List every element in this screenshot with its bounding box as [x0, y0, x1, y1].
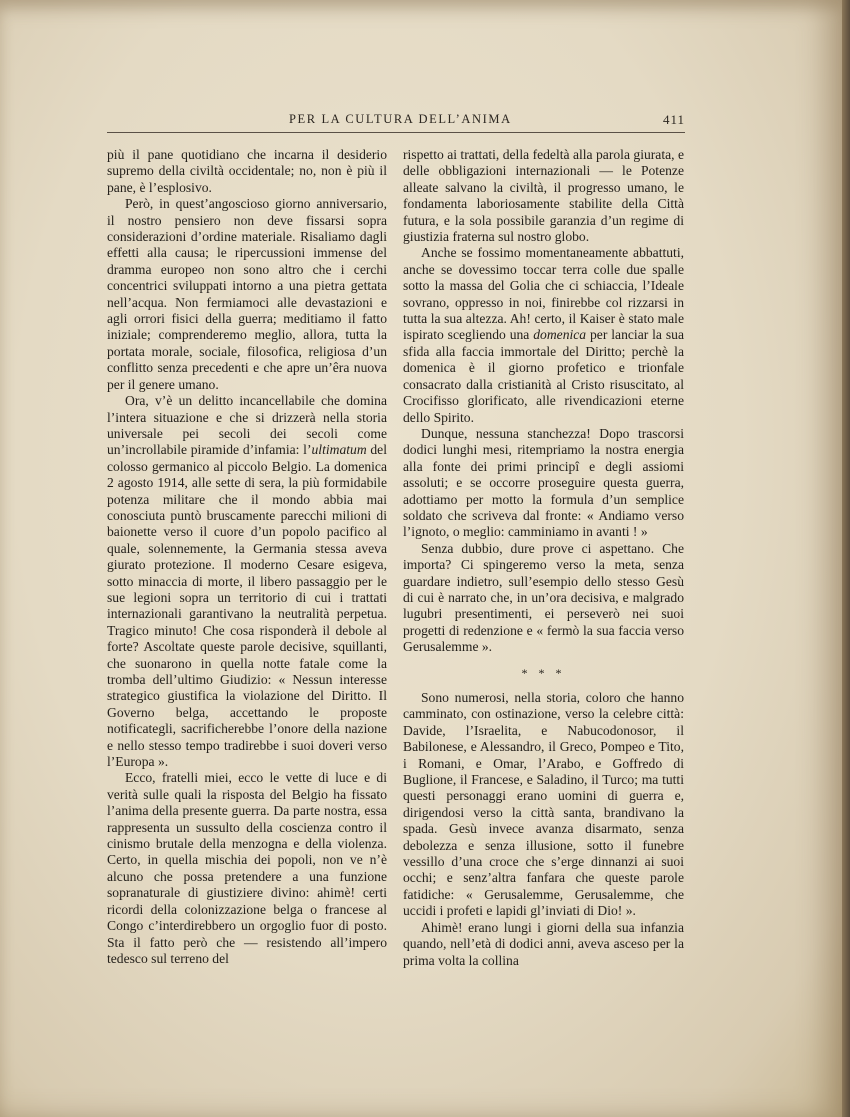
paragraph: Dunque, nessuna stanchezza! Dopo trascorsi dodici lunghi mesi, ritempriamo la nostra energia alla fonte dei primi principî e degli assiomi assoluti; e se occorre proseguire questa guerra, adottiamo per motto la formula d’un semplice soldato che scriveva dal fronte: « Andiamo verso l’ignoto, o meglio: camminiamo in avanti ! »	[403, 425, 684, 540]
paragraph-text: del colosso germanico al piccolo Belgio. La domenica 2 agosto 1914, alle sette di sera, la più formidabile potenza militare che il mondo abbia mai conosciuta puntò bruscamente parecchi milioni di baionette verso il cuore d’un popolo pacifico al quale, solennemente, la Germania stessa aveva giurato protezione. Il moderno Cesare esigeva, sotto minaccia di morte, il libero passaggio per le sue legioni sopra un territorio di cui i trattati internazionali garantivano la neutralità perpetua. Tragico minuto! Che cosa risponderà il debole al forte? Ascoltate queste parole decisive, squillanti, che suonarono in quella notte fatale come la tromba dell’ultimo Giudizio: « Nessun interesse strategico giustifica la violazione del Diritto. Il Governo belga, accettando le proposte notificategli, sacrificherebbe l’onore della nazione e nello stesso tempo tradirebbe i suoi doveri verso l’Europa ».	[107, 442, 387, 770]
paragraph	[107, 393, 387, 770]
page-edge	[842, 0, 850, 1117]
paragraph: Ahimè! erano lungi i giorni della sua infanzia quando, nell’età di dodici anni, aveva asceso per la prima volta la collina	[403, 919, 684, 968]
paragraph: rispetto ai trattati, della fedeltà alla parola giurata, e delle obbligazioni internazionali — le Potenze alleate salvano la civiltà, il progresso umano, le fondamenta laboriosamente stabilite della Città futura, e la sola possibile garanzia d’un regime di giustizia fraterna sul nostro globo.	[403, 147, 684, 245]
paragraph-text: Anche se fossimo momentaneamente abbattuti, anche se dovessimo toccar terra colle due spalle sotto la massa del Golia che ci schiaccia, l’Ideale sovrano, oppresso in noi, finirebbe col rizzarsi in tutta la sua altezza. Ah! certo, il Kaiser è stato male ispirato scegliendo una	[403, 245, 684, 343]
left-column	[107, 147, 387, 967]
paragraph: Sono numerosi, nella storia, coloro che hanno camminato, con ostinazione, verso la celebre città: Davide, l’Israelita, e Nabucodonosor, il Babilonese, e Alessandro, il Greco, Pompeo e Tito, i Romani, e Omar, l’Arabo, e Goffredo di Buglione, il Francese, e Saladino, il Turco; ma tutti questi personaggi erano uomini di guerra e, dirigendosi verso la città santa, brandivano la spada. Gesù invece avanza disarmato, senza debolezza e senza illusione, sotto il funebre vessillo d’una croce che s’erge dinnanzi ai suoi occhi; e senz’altra fanfara che queste parole fatidiche: « Gerusalemme, Gerusalemme, che uccidi i profeti e lapidi gl’inviati di Dio! ».	[403, 690, 684, 919]
italic-ultimatum: ultimatum	[311, 442, 367, 458]
paragraph: Ecco, fratelli miei, ecco le vette di luce e di verità sulle quali la risposta del Belgio ha fissato l’anima della presente guerra. Da parte nostra, essa rappresenta un sussulto della coscienza contro il cinismo brutale della menzogna e della violenza. Certo, in quella mischia dei popoli, non ve n’è alcuno che possa pretendere a una funzione sopranaturale di giustiziere divino: ahimè! certi ricordi della colonizzazione belga o francese al Congo c’interdirebbero un orgoglio fuor di posto. Sta il fatto però che — resistendo all’impero tedesco sul terreno del	[107, 770, 387, 966]
right-column	[403, 147, 684, 969]
running-head	[107, 112, 685, 132]
paragraph-text: Ora, v’è un delitto incancellabile che domina l’intera situazione e che si drizzerà nella storia universale pei secoli dei secoli come un’incrollabile piramide d’infamia: l’	[107, 393, 387, 458]
paragraph: più il pane quotidiano che incarna il desiderio supremo della civiltà occidentale; no, non è più il pane, è l’esplosivo.	[107, 147, 387, 195]
section-separator: * * *	[521, 665, 566, 680]
paragraph: Però, in quest’angoscioso giorno anniversario, il nostro pensiero non deve fissarsi sopra considerazioni d’ordine materiale. Risaliamo dagli effetti alla causa; le ripercussioni immense del dramma europeo non sono altro che i cerchi concentrici sviluppati intorno a una pietra gettata nell’acqua. Non fermiamoci alle devastazioni e agli orrori fisici della guerra; meditiamo il fatto iniziale; comprenderemo meglio, allora, tutta la portata morale, sociale, filosofica, religiosa d’un conflitto senza precedenti e che apre un’êra nuova per il genere umano.	[107, 196, 387, 392]
paragraph	[403, 245, 684, 425]
paragraph-text: per lanciar la sua sfida alla faccia immortale del Diritto; perchè la domenica è il giorno profetico e trionfale consacrato dalla cristianità al Cristo risuscitato, al Crocifisso glorificato, alle rivendicazioni eterne dello Spirito.	[403, 327, 684, 425]
header-rule	[107, 132, 685, 133]
paragraph: Senza dubbio, dure prove ci aspettano. Che importa? Ci spingeremo verso la meta, senza guardare indietro, sull’esempio dello stesso Gesù di cui è narrato che, in un’ora decisiva, e malgrado lugubri presentimenti, ei perseverò nei suoi progetti di redenzione e « fermò la sua faccia verso Gerusalemme ».	[403, 540, 684, 655]
running-title: PER LA CULTURA DELL’ANIMA	[289, 112, 512, 126]
italic-domenica: domenica	[533, 327, 587, 343]
page-number: 411	[662, 112, 685, 127]
